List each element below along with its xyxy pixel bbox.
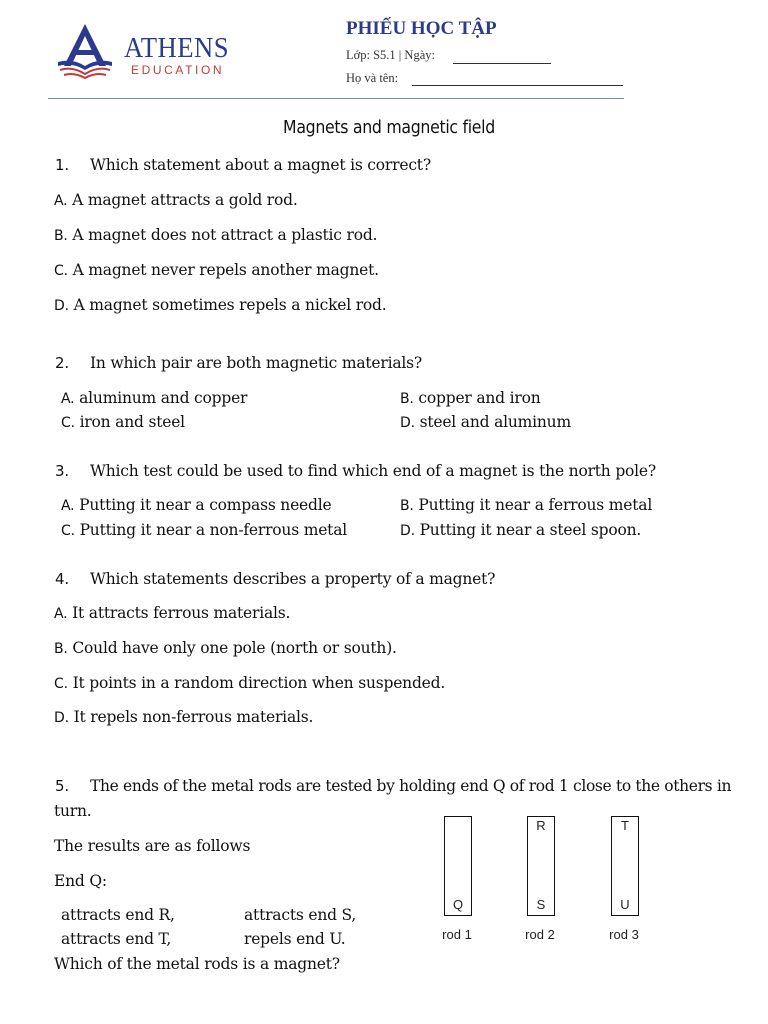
athens-logo-icon	[52, 22, 118, 80]
option-2d	[400, 413, 571, 431]
logo-subtitle: EDUCATION	[131, 63, 225, 77]
question-4	[55, 570, 496, 588]
question-3	[55, 462, 657, 480]
option-label: C.	[54, 263, 68, 279]
class-date-line: Lớp: S5.1 | Ngày:	[346, 48, 435, 62]
option-label: B.	[400, 498, 414, 514]
worksheet-title: Magnets and magnetic field	[283, 118, 495, 138]
option-label: A.	[61, 498, 75, 514]
question-5-ask: Which of the metal rods is a magnet?	[54, 955, 340, 973]
logo-name: ATHENS	[124, 32, 230, 64]
result-1: attracts end R,	[61, 906, 175, 924]
rod-3-caption: rod 3	[609, 927, 639, 942]
option-text: A magnet never repels another magnet.	[72, 261, 379, 279]
rod-3-bottom-end: U	[620, 897, 630, 912]
option-text: Putting it near a compass needle	[79, 496, 332, 514]
option-text: Putting it near a non-ferrous metal	[79, 521, 347, 539]
option-text: Could have only one pole (north or south).	[72, 639, 397, 657]
option-text: It points in a random direction when suspended.	[72, 674, 446, 692]
rod-1-caption: rod 1	[442, 927, 472, 942]
question-text: Which statement about a magnet is correct?	[90, 156, 431, 174]
rod-2-caption: rod 2	[525, 927, 555, 942]
option-label: D.	[54, 298, 69, 314]
option-text: aluminum and copper	[79, 389, 248, 407]
question-5	[55, 777, 732, 795]
option-text: A magnet does not attract a plastic rod.	[72, 226, 378, 244]
option-text: iron and steel	[79, 413, 185, 431]
option-label: D.	[400, 415, 415, 431]
name-fill-line	[412, 85, 623, 86]
question-number: 1.	[55, 156, 69, 174]
question-text: Which test could be used to find which end of a magnet is the north pole?	[90, 462, 657, 480]
question-5-continuation: turn.	[54, 802, 92, 820]
end-q-label: End Q:	[54, 872, 107, 890]
question-number: 2.	[55, 354, 69, 372]
date-fill-line	[453, 63, 551, 64]
option-text: It repels non-ferrous materials.	[73, 708, 314, 726]
question-1	[55, 156, 431, 174]
option-label: C.	[54, 676, 68, 692]
results-intro: The results are as follows	[54, 837, 251, 855]
option-text: copper and iron	[418, 389, 541, 407]
option-text: It attracts ferrous materials.	[72, 604, 291, 622]
option-label: B.	[54, 641, 68, 657]
option-2c	[61, 413, 185, 431]
result-3: attracts end T,	[61, 930, 172, 948]
option-text: steel and aluminum	[419, 413, 571, 431]
option-3d	[400, 521, 641, 539]
option-label: C.	[61, 523, 75, 539]
option-3a	[61, 496, 332, 514]
option-1b	[54, 226, 377, 244]
option-4b	[54, 639, 397, 657]
header-divider	[48, 98, 624, 99]
question-number: 5.	[55, 777, 69, 795]
option-2a	[61, 389, 247, 407]
question-text: Which statements describes a property of a magnet?	[90, 570, 496, 588]
option-label: B.	[54, 228, 68, 244]
option-1c	[54, 261, 379, 279]
option-label: A.	[61, 391, 75, 407]
result-2: attracts end S,	[244, 906, 357, 924]
question-text: In which pair are both magnetic materials?	[90, 354, 423, 372]
option-3b	[400, 496, 652, 514]
option-4a	[54, 604, 290, 622]
result-4: repels end U.	[244, 930, 346, 948]
option-text: A magnet attracts a gold rod.	[72, 191, 298, 209]
option-label: A.	[54, 193, 68, 209]
option-2b	[400, 389, 541, 407]
option-4c	[54, 674, 445, 692]
question-number: 4.	[55, 570, 69, 588]
option-label: D.	[400, 523, 415, 539]
rod-2-bottom-end: S	[536, 897, 546, 912]
rod-3-top-end: T	[621, 818, 629, 833]
question-number: 3.	[55, 462, 69, 480]
option-text: A magnet sometimes repels a nickel rod.	[73, 296, 387, 314]
option-label: D.	[54, 710, 69, 726]
option-1d	[54, 296, 387, 314]
question-2	[55, 354, 423, 372]
option-label: C.	[61, 415, 75, 431]
option-label: A.	[54, 606, 68, 622]
option-text: Putting it near a steel spoon.	[419, 521, 642, 539]
option-label: B.	[400, 391, 414, 407]
question-text: The ends of the metal rods are tested by holding end Q of rod 1 close to the others in	[90, 777, 732, 795]
student-name-label: Họ và tên:	[346, 71, 399, 85]
option-4d	[54, 708, 313, 726]
sheet-title: PHIẾU HỌC TẬP	[346, 18, 497, 39]
option-3c	[61, 521, 347, 539]
option-text: Putting it near a ferrous metal	[418, 496, 653, 514]
rod-1-bottom-end: Q	[452, 897, 464, 912]
rod-2-top-end: R	[536, 818, 546, 833]
option-1a	[54, 191, 298, 209]
